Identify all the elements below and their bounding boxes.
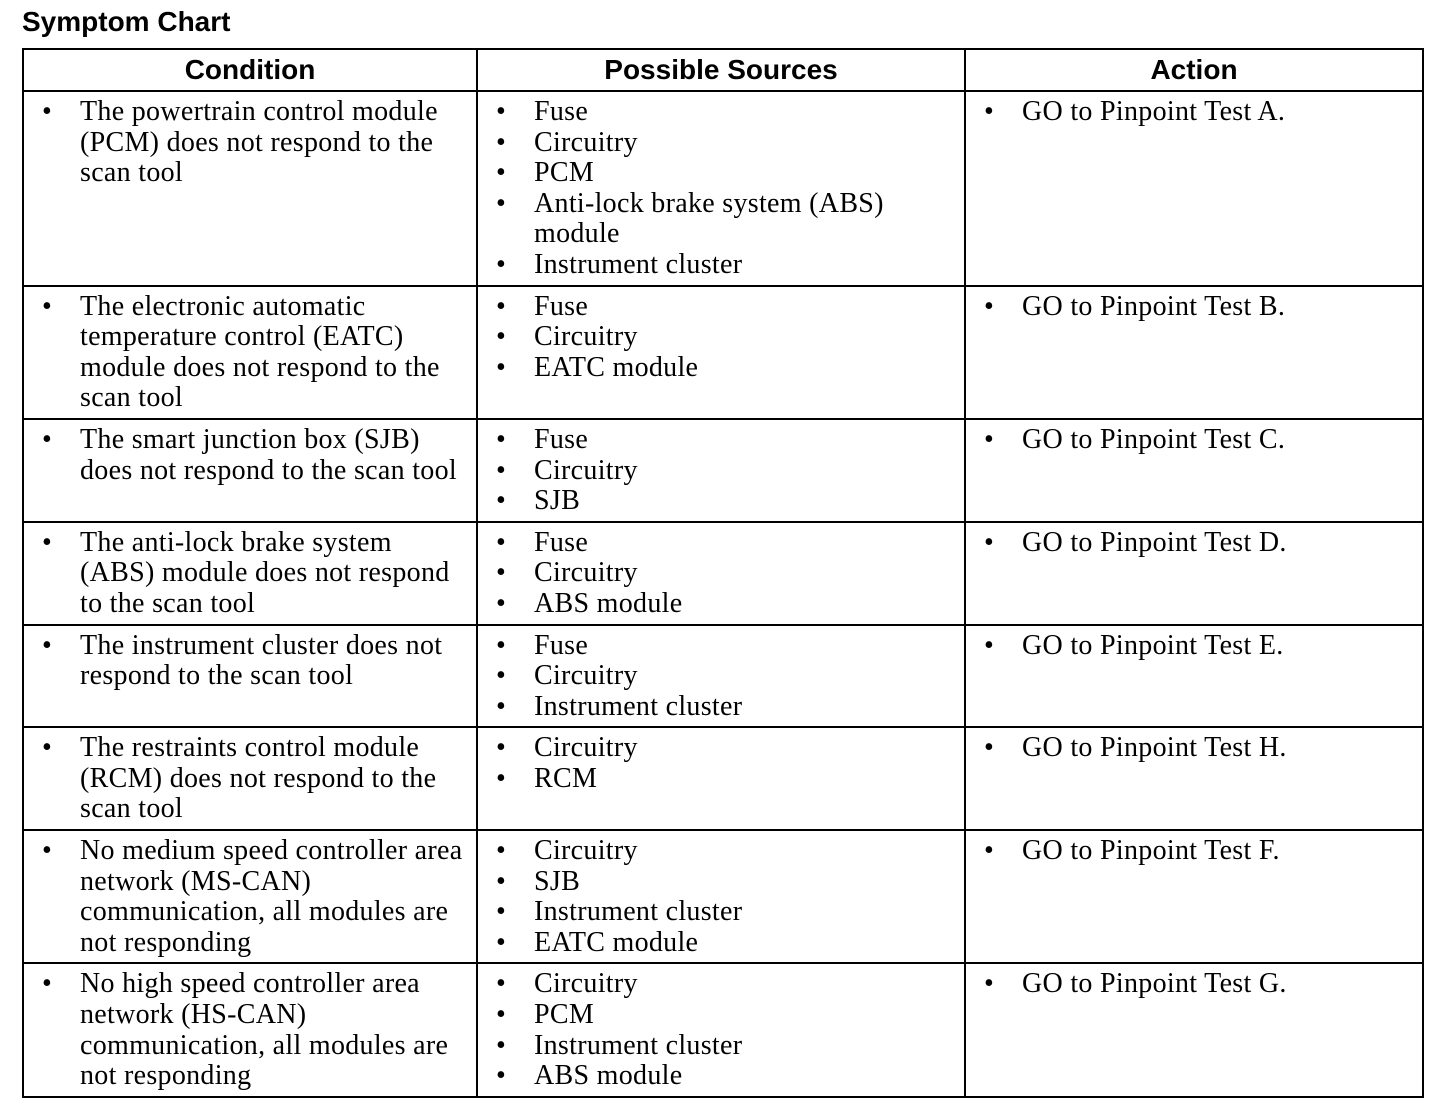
condition-item-text: The powertrain control module (PCM) does not respond to the scan tool <box>80 96 438 189</box>
bullet-icon: • <box>42 968 53 1000</box>
action-cell <box>965 286 1423 419</box>
bullet-icon: • <box>496 96 507 127</box>
source-item-text: Instrument cluster <box>534 896 743 928</box>
possible-sources-cell <box>477 625 965 728</box>
source-item-text: Circuitry <box>534 126 638 158</box>
bullet-icon: • <box>496 157 507 189</box>
bullet-icon: • <box>496 690 507 722</box>
bullet-icon: • <box>496 896 507 928</box>
bullet-icon: • <box>496 629 507 661</box>
possible-sources-cell <box>477 286 965 419</box>
source-item-text: Instrument cluster <box>534 1029 743 1061</box>
source-item-text: Fuse <box>534 290 589 322</box>
table-row <box>23 830 1423 963</box>
possible-sources-column-header: Possible Sources <box>477 49 965 91</box>
condition-item-text: No medium speed controller area network (MS-CAN) communication, all modules are not responding <box>80 835 463 958</box>
bullet-icon: • <box>496 557 507 589</box>
source-item <box>486 189 956 250</box>
condition-item <box>32 528 468 620</box>
source-item <box>486 692 956 723</box>
source-item <box>486 1031 956 1062</box>
source-item-text: Circuitry <box>534 454 638 486</box>
action-item-text: GO to Pinpoint Test E. <box>1022 629 1284 661</box>
source-item-text: Fuse <box>534 526 589 558</box>
bullet-icon: • <box>496 248 507 280</box>
table-row <box>23 727 1423 830</box>
action-cell <box>965 727 1423 830</box>
condition-cell <box>23 91 477 286</box>
source-item <box>486 292 956 323</box>
bullet-icon: • <box>496 351 507 383</box>
source-item-text: Circuitry <box>534 732 638 764</box>
source-item-text: Anti-lock brake system (ABS) module <box>534 187 884 250</box>
source-item <box>486 1000 956 1031</box>
source-item-text: PCM <box>534 999 595 1031</box>
symptom-chart-table <box>22 48 1424 1098</box>
source-item <box>486 631 956 662</box>
source-item-text: Fuse <box>534 96 589 127</box>
bullet-icon: • <box>984 732 995 764</box>
table-row <box>23 963 1423 1096</box>
bullet-icon: • <box>496 968 507 1000</box>
source-item-text: Circuitry <box>534 557 638 589</box>
possible-sources-cell <box>477 963 965 1096</box>
bullet-icon: • <box>496 423 507 455</box>
bullet-icon: • <box>984 968 995 1000</box>
bullet-icon: • <box>496 762 507 794</box>
page-title: Symptom Chart <box>22 6 231 37</box>
condition-cell <box>23 419 477 522</box>
source-item-text: Circuitry <box>534 660 638 692</box>
source-item <box>486 425 956 456</box>
action-item <box>974 292 1414 323</box>
bullet-icon: • <box>42 96 53 127</box>
action-item-text: GO to Pinpoint Test B. <box>1022 290 1286 322</box>
condition-item-text: The electronic automatic temperature control (EATC) module does not respond to the scan tool <box>80 290 440 414</box>
bullet-icon: • <box>984 526 995 558</box>
possible-sources-cell <box>477 830 965 963</box>
action-item <box>974 631 1414 662</box>
bullet-icon: • <box>984 629 995 661</box>
source-item <box>486 589 956 620</box>
possible-sources-cell <box>477 91 965 286</box>
table-row <box>23 286 1423 419</box>
bullet-icon: • <box>496 485 507 517</box>
source-item-text: Circuitry <box>534 968 638 1000</box>
source-item-text: ABS module <box>534 587 683 619</box>
bullet-icon: • <box>42 732 53 764</box>
bullet-icon: • <box>496 126 507 158</box>
source-item <box>486 867 956 898</box>
bullet-icon: • <box>984 290 995 322</box>
bullet-icon: • <box>496 1029 507 1061</box>
condition-item-text: The restraints control module (RCM) does not respond to the scan tool <box>80 732 437 825</box>
condition-cell <box>23 286 477 419</box>
condition-item-text: The instrument cluster does not respond to the scan tool <box>80 629 443 692</box>
source-item <box>486 528 956 559</box>
condition-item-text: The anti-lock brake system (ABS) module does not respond to the scan tool <box>80 526 450 619</box>
action-item-text: GO to Pinpoint Test D. <box>1022 526 1287 558</box>
source-item-text: SJB <box>534 865 581 897</box>
source-item-text: EATC module <box>534 351 699 383</box>
source-item <box>486 353 956 384</box>
action-cell <box>965 419 1423 522</box>
source-item <box>486 250 956 281</box>
source-item <box>486 836 956 867</box>
source-item-text: Fuse <box>534 423 589 455</box>
condition-item <box>32 425 468 486</box>
source-item-text: EATC module <box>534 926 699 958</box>
condition-cell <box>23 830 477 963</box>
source-item-text: RCM <box>534 762 598 794</box>
action-item <box>974 836 1414 867</box>
bullet-icon: • <box>496 926 507 958</box>
condition-item <box>32 292 468 414</box>
condition-item <box>32 836 468 958</box>
condition-item-text: The smart junction box (SJB) does not respond to the scan tool <box>80 423 457 486</box>
header-row <box>23 49 1423 91</box>
action-item-text: GO to Pinpoint Test A. <box>1022 96 1286 127</box>
bullet-icon: • <box>496 660 507 692</box>
source-item <box>486 456 956 487</box>
bullet-icon: • <box>496 865 507 897</box>
bullet-icon: • <box>984 835 995 867</box>
action-cell <box>965 522 1423 625</box>
source-item-text: Circuitry <box>534 321 638 353</box>
source-item <box>486 558 956 589</box>
condition-item <box>32 631 468 692</box>
bullet-icon: • <box>496 835 507 867</box>
bullet-icon: • <box>42 835 53 867</box>
bullet-icon: • <box>496 321 507 353</box>
table-row <box>23 91 1423 286</box>
table-row <box>23 625 1423 728</box>
action-column-header: Action <box>965 49 1423 91</box>
table-row <box>23 419 1423 522</box>
source-item <box>486 158 956 189</box>
bullet-icon: • <box>984 96 995 127</box>
bullet-icon: • <box>42 526 53 558</box>
source-item <box>486 969 956 1000</box>
action-cell <box>965 963 1423 1096</box>
source-item <box>486 1061 956 1092</box>
source-item <box>486 733 956 764</box>
bullet-icon: • <box>496 732 507 764</box>
bullet-icon: • <box>42 290 53 322</box>
condition-cell <box>23 522 477 625</box>
condition-item <box>32 97 468 189</box>
action-item-text: GO to Pinpoint Test G. <box>1022 968 1287 1000</box>
possible-sources-cell <box>477 727 965 830</box>
bullet-icon: • <box>42 629 53 661</box>
source-item-text: Instrument cluster <box>534 690 743 722</box>
source-item <box>486 897 956 928</box>
action-item <box>974 97 1414 128</box>
source-item-text: PCM <box>534 157 595 189</box>
source-item <box>486 128 956 159</box>
bullet-icon: • <box>496 290 507 322</box>
action-item-text: GO to Pinpoint Test H. <box>1022 732 1287 764</box>
action-item <box>974 425 1414 456</box>
bullet-icon: • <box>496 187 507 219</box>
source-item-text: ABS module <box>534 1060 683 1092</box>
action-item <box>974 733 1414 764</box>
condition-item <box>32 733 468 825</box>
condition-item <box>32 969 468 1091</box>
source-item-text: SJB <box>534 485 581 517</box>
source-item-text: Fuse <box>534 629 589 661</box>
condition-cell <box>23 963 477 1096</box>
bullet-icon: • <box>496 1060 507 1092</box>
action-cell <box>965 625 1423 728</box>
source-item <box>486 764 956 795</box>
bullet-icon: • <box>496 587 507 619</box>
source-item-text: Circuitry <box>534 835 638 867</box>
condition-column-header: Condition <box>23 49 477 91</box>
action-cell <box>965 91 1423 286</box>
source-item <box>486 661 956 692</box>
source-item-text: Instrument cluster <box>534 248 743 280</box>
chart-body <box>23 91 1423 1097</box>
condition-cell <box>23 727 477 830</box>
table-row <box>23 522 1423 625</box>
possible-sources-cell <box>477 522 965 625</box>
source-item <box>486 928 956 959</box>
condition-cell <box>23 625 477 728</box>
bullet-icon: • <box>496 526 507 558</box>
action-item-text: GO to Pinpoint Test F. <box>1022 835 1280 867</box>
action-item <box>974 528 1414 559</box>
action-item-text: GO to Pinpoint Test C. <box>1022 423 1286 455</box>
bullet-icon: • <box>496 999 507 1031</box>
source-item <box>486 322 956 353</box>
source-item <box>486 486 956 517</box>
bullet-icon: • <box>42 423 53 455</box>
action-cell <box>965 830 1423 963</box>
condition-item-text: No high speed controller area network (HS-CAN) communication, all modules are not responding <box>80 968 449 1092</box>
bullet-icon: • <box>984 423 995 455</box>
action-item <box>974 969 1414 1000</box>
bullet-icon: • <box>496 454 507 486</box>
source-item <box>486 97 956 128</box>
possible-sources-cell <box>477 419 965 522</box>
